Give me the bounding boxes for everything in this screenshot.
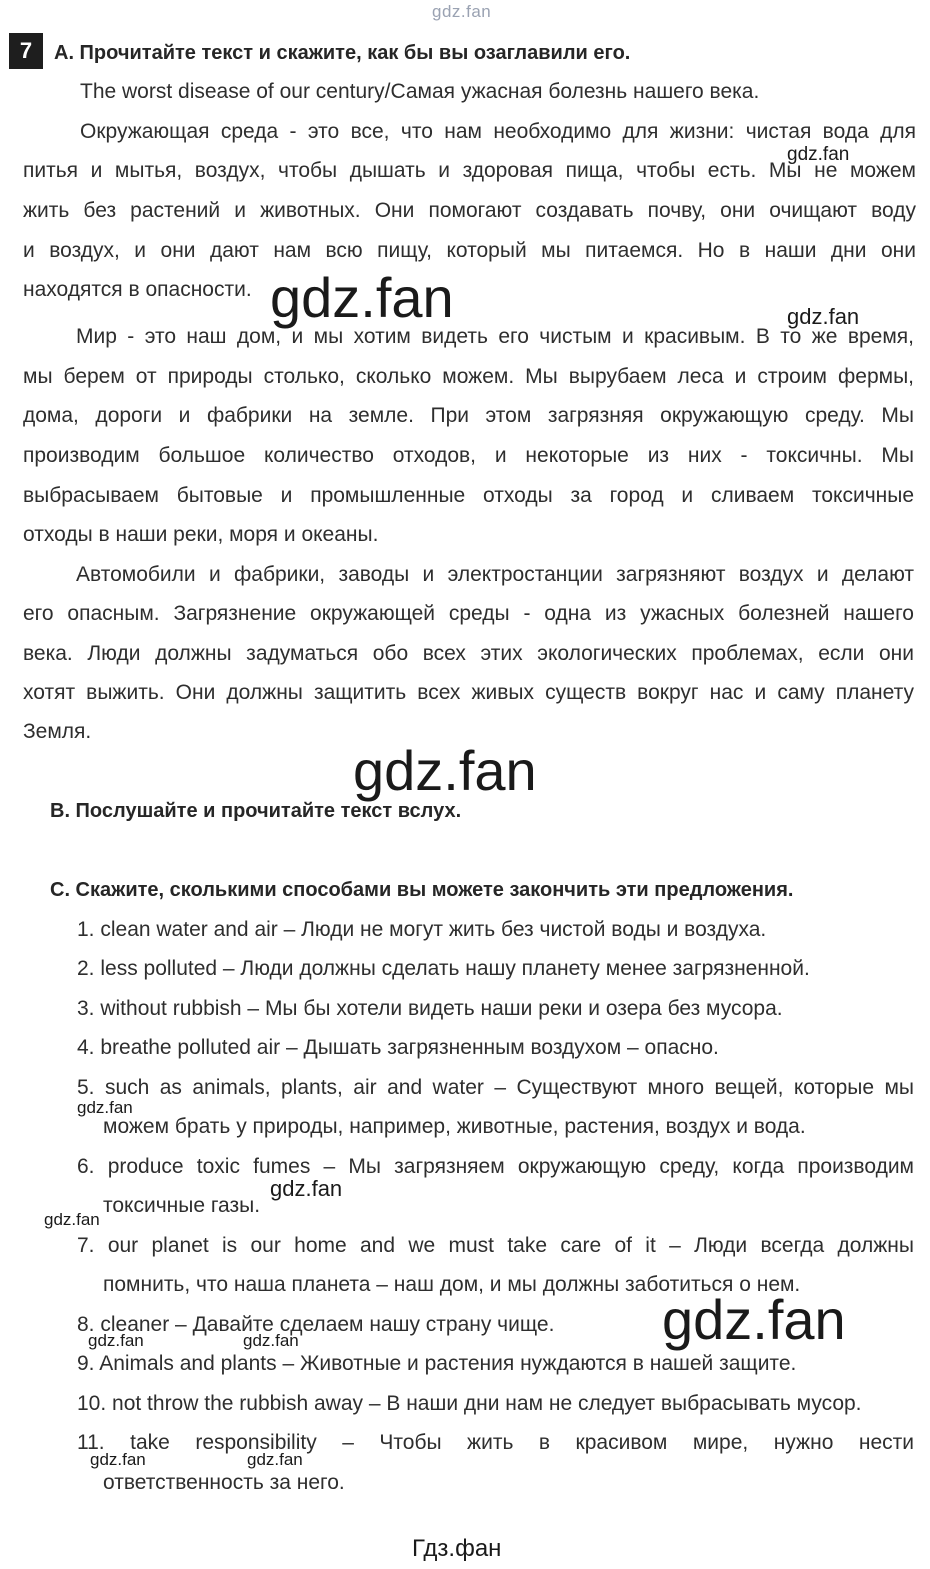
text-title: The worst disease of our century/Самая ужасная болезнь нашего века. (80, 80, 760, 103)
list-item-continuation: токсичные газы. (103, 1194, 261, 1217)
watermark: gdz.fan (270, 266, 454, 329)
list-item: 5. such as animals, plants, air and water – Существуют много вещей, которые мы (77, 1076, 914, 1099)
list-item: 3. without rubbish – Мы бы хотели видеть наши реки и озера без мусора. (77, 997, 783, 1020)
paragraph2-line: производим большое количество отходов, и некоторые из них - токсичны. Мы (23, 444, 914, 467)
list-item: 2. less polluted – Люди должны сделать нашу планету менее загрязненной. (77, 957, 810, 980)
paragraph3-line: века. Люди должны задуматься обо всех этих экологических проблемах, если они (23, 642, 914, 665)
list-item-continuation: помнить, что наша планета – наш дом, и мы должны заботиться о нем. (103, 1273, 801, 1296)
watermark: gdz.fan (88, 1331, 144, 1350)
paragraph3-line: Земля. (23, 720, 92, 743)
watermark-top: gdz.fan (432, 2, 492, 21)
paragraph1-line: находятся в опасности. (23, 278, 252, 301)
paragraph2-line: мы берем от природы столько, сколько можем. Мы вырубаем леса и строим фермы, (23, 365, 914, 388)
list-item: 10. not throw the rubbish away – В наши дни нам не следует выбрасывать мусор. (77, 1392, 862, 1415)
list-item: 8. cleaner – Давайте сделаем нашу страну чище. (77, 1313, 555, 1336)
paragraph1-line: Окружающая среда - это все, что нам необходимо для жизни: чистая вода для (80, 120, 916, 143)
watermark: gdz.fan (243, 1331, 299, 1350)
list-item: 1. clean water and air – Люди не могут жить без чистой воды и воздуха. (77, 918, 767, 941)
paragraph1-line: жить без растений и животных. Они помогают создавать почву, они очищают воду (23, 199, 916, 222)
watermark: gdz.fan (270, 1176, 343, 1201)
paragraph1-line: и воздух, и они дают нам всю пищу, который мы питаемся. Но в наши дни они (23, 239, 916, 262)
exercise-number-badge: 7 (9, 33, 43, 69)
paragraph1-line: питья и мытья, воздух, чтобы дышать и здоровая пища, чтобы есть. Мы не можем (23, 159, 916, 182)
paragraph2-line: Мир - это наш дом, и мы хотим видеть его чистым и красивым. В то же время, (76, 325, 914, 348)
paragraph2-line: отходы в наши реки, моря и океаны. (23, 523, 379, 546)
paragraph3-line: Автомобили и фабрики, заводы и электростанции загрязняют воздух и делают (76, 563, 914, 586)
list-item-continuation: можем брать у природы, например, животные, растения, воздух и вода. (103, 1115, 806, 1138)
watermark: gdz.fan (90, 1450, 146, 1469)
paragraph2-line: дома, дороги и фабрики на земле. При этом загрязняя окружающую среду. Мы (23, 404, 914, 427)
paragraph3-line: хотят выжить. Они должны защитить всех живых существ вокруг нас и саму планету (23, 681, 914, 704)
watermark: gdz.fan (787, 144, 850, 165)
list-item: 9. Animals and plants – Животные и растения нуждаются в нашей защите. (77, 1352, 797, 1375)
watermark: gdz.fan (353, 739, 537, 802)
task-a-heading: A. Прочитайте текст и скажите, как бы вы озаглавили его. (54, 42, 631, 64)
task-c-heading: C. Скажите, сколькими способами вы можете закончить эти предложения. (50, 879, 794, 901)
list-item: 7. our planet is our home and we must take care of it – Люди всегда должны (77, 1234, 914, 1257)
watermark: gdz.fan (77, 1098, 133, 1117)
watermark: gdz.fan (247, 1450, 303, 1469)
watermark: gdz.fan (787, 304, 860, 329)
footer-site-name: Гдз.фан (412, 1535, 502, 1562)
list-item-continuation: ответственность за него. (103, 1471, 345, 1494)
paragraph3-line: его опасным. Загрязнение окружающей среды - одна из ужасных болезней нашего (23, 602, 914, 625)
paragraph2-line: выбрасываем бытовые и промышленные отходы за город и сливаем токсичные (23, 484, 914, 507)
watermark: gdz.fan (44, 1210, 100, 1229)
watermark: gdz.fan (662, 1288, 846, 1351)
list-item: 6. produce toxic fumes – Мы загрязняем окружающую среду, когда производим (77, 1155, 914, 1178)
task-b-heading: B. Послушайте и прочитайте текст вслух. (50, 800, 462, 822)
list-item: 11. take responsibility – Чтобы жить в красивом мире, нужно нести (77, 1431, 914, 1454)
list-item: 4. breathe polluted air – Дышать загрязненным воздухом – опасно. (77, 1036, 719, 1059)
